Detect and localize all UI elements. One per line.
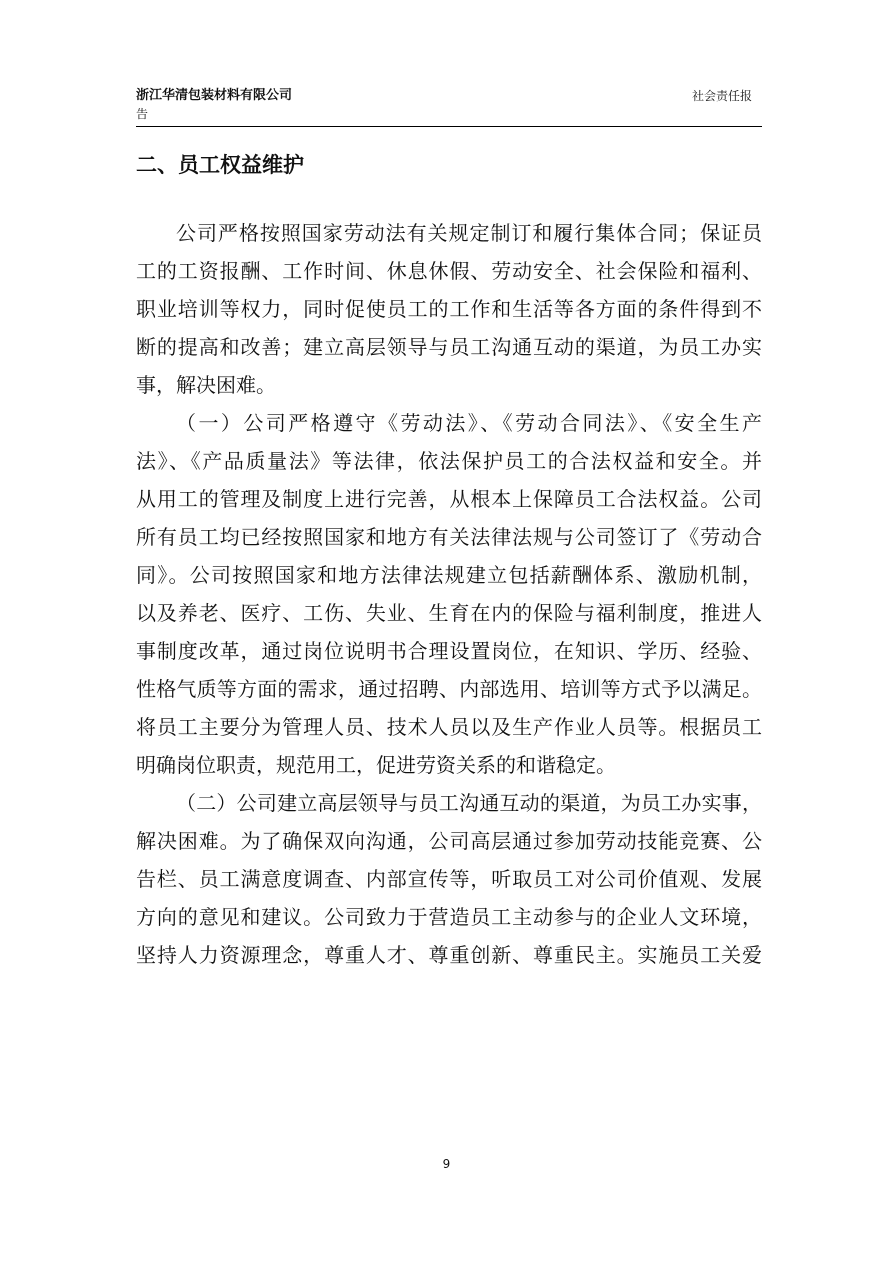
text-line: 公司严格按照国家劳动法有关规定制订和履行集体合同；保证员 <box>176 221 762 245</box>
text-line: 法》、《产品质量法》等法律，依法保护员工的合法权益和安全。并 <box>136 449 762 473</box>
page-header <box>136 86 762 127</box>
text-line: 工的工资报酬、工作时间、休息休假、劳动安全、社会保险和福利、 <box>136 259 762 283</box>
header-company-name: 浙江华清包装材料有限公司 <box>136 88 293 103</box>
text-line: 以及养老、医疗、工伤、失业、生育在内的保险与福利制度，推进人 <box>136 601 762 625</box>
text-line: 告栏、员工满意度调查、内部宣传等，听取员工对公司价值观、发展 <box>136 867 762 891</box>
section-title: 二、员工权益维护 <box>136 153 304 177</box>
paragraph-2 <box>136 404 762 784</box>
page-number: 9 <box>442 1157 451 1171</box>
text-line: 职业培训等权力，同时促使员工的工作和生活等各方面的条件得到不 <box>136 297 762 321</box>
text-line: 明确岗位职责，规范用工，促进劳资关系的和谐稳定。 <box>136 753 616 777</box>
paragraph-3 <box>136 784 762 974</box>
text-line: （一）公司严格遵守《劳动法》、《劳动合同法》、《安全生产 <box>176 411 762 435</box>
body-text <box>136 214 762 974</box>
text-line: 从用工的管理及制度上进行完善，从根本上保障员工合法权益。公司 <box>136 487 762 511</box>
text-line: 事，解决困难。 <box>136 373 276 397</box>
text-line: 坚持人力资源理念，尊重人才、尊重创新、尊重民主。实施员工关爱 <box>136 943 762 967</box>
header-report-title-wrap: 告 <box>136 107 149 121</box>
header-report-title: 社会责任报 <box>691 89 752 103</box>
text-line: 断的提高和改善；建立高层领导与员工沟通互动的渠道，为员工办实 <box>136 335 762 359</box>
text-line: 事制度改革，通过岗位说明书合理设置岗位，在知识、学历、经验、 <box>136 639 762 663</box>
text-line: 方向的意见和建议。公司致力于营造员工主动参与的企业人文环境， <box>136 905 762 929</box>
text-line: 所有员工均已经按照国家和地方有关法律法规与公司签订了《劳动合 <box>136 525 762 549</box>
paragraph-1 <box>136 214 762 404</box>
text-line: 将员工主要分为管理人员、技术人员以及生产作业人员等。根据员工 <box>136 715 762 739</box>
text-line: （二）公司建立高层领导与员工沟通互动的渠道，为员工办实事， <box>176 791 762 815</box>
text-line: 解决困难。为了确保双向沟通，公司高层通过参加劳动技能竞赛、公 <box>136 829 762 853</box>
text-line: 性格气质等方面的需求，通过招聘、内部选用、培训等方式予以满足。 <box>136 677 762 701</box>
text-line: 同》。公司按照国家和地方法律法规建立包括薪酬体系、激励机制， <box>136 563 762 587</box>
